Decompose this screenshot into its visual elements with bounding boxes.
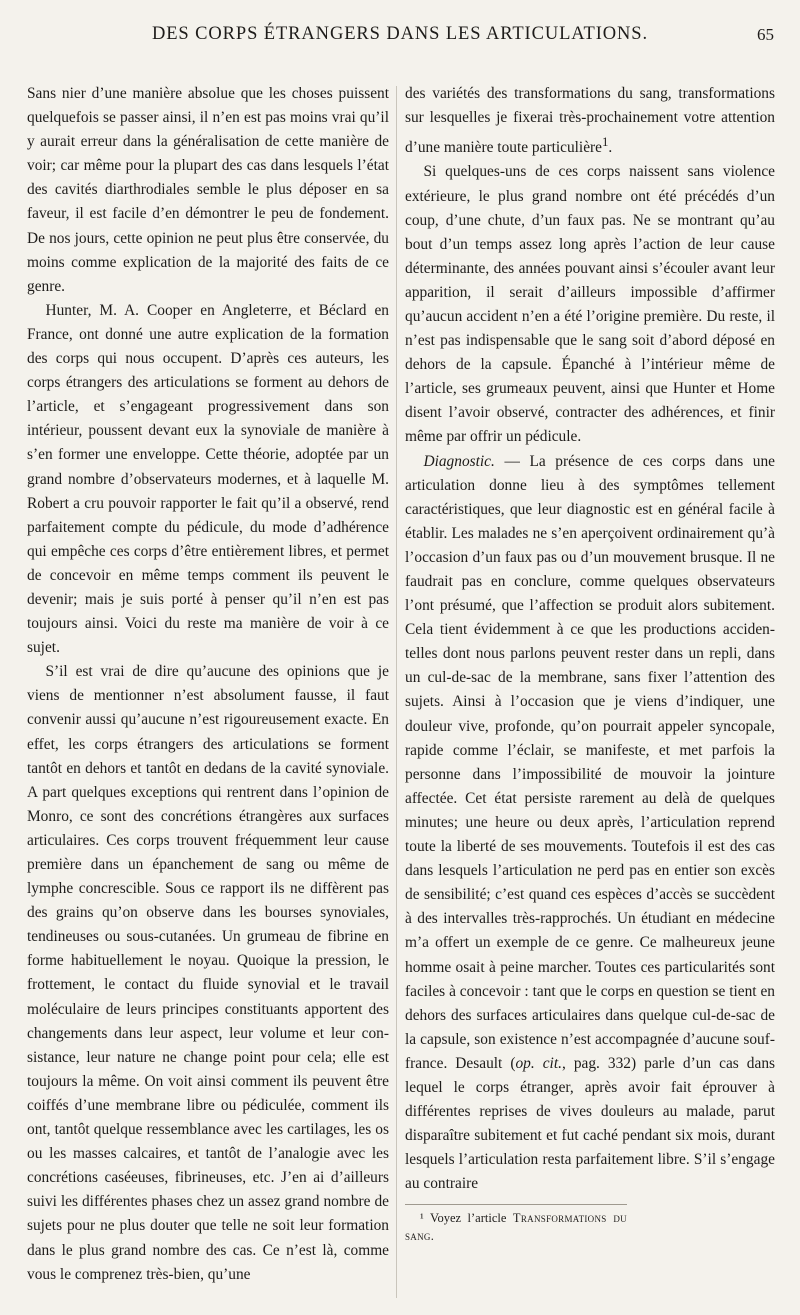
paragraph: Si quelques-uns de ces corps naissent sans violence extérieure, le plus grand nombre ont été précédés d’un coup, d’une chute, d’un faux pas. Ne se montrant qu’au bout d’un temps assez long après l’action de leur cause déterminante, des années pouvant ainsi s’écouler avant leur apparition, il serait d’ailleurs impossible d’affirmer qu’aucun accident n’en a été l’origine première. Du reste, il n’est pas indispensable que le sang soit d’abord déposé en dehors de la capsule. Épanché à l’intérieur même de l’article, ses grumeaux peuvent, ainsi que Hunter et Home disent l’avoir observé, contracter des adhérences, et finir même par offrir un pédicule. <box>405 163 775 446</box>
paragraph-text: des variétés des transformations du sang, transformations sur lesquelles je fixerai très-prochainement votre attention d’une manière toute particulière <box>405 85 775 157</box>
page-header <box>26 24 774 50</box>
paragraph <box>405 450 775 1197</box>
footnote-line <box>405 1209 627 1245</box>
footnote <box>405 1204 627 1245</box>
footnote-ref-title: Transformations du sang. <box>405 1211 627 1244</box>
paragraph-text: — La présence de ces corps dans une articulation donne lieu à des symptômes tellement caractéristiques, que leur diagnostic est en général facile à établir. Les malades ne s’en aperçoivent ordinairement qu’à l’occasion d’un faux pas ou d’un mouvement brusque. Il ne faudrait pas en conclure, comme quelques observateurs l’ont présumé, que l’affection se produit alors subitement. Cela tient évidemment à ce que les productions accidentelles dont nous parlons peuvent rester dans un repli, dans un cul-de-sac de la membrane, sans fixer l’attention des sujets. Ainsi à l’occasion que je viens d’indiquer, une douleur vive, profonde, qu’on pourrait appeler syncopale, rapide comme l’éclair, se manifeste, et met parfois la personne dans l’impossibilité de mouvoir la jointure affectée. Cet état persiste rarement au delà de quelques minutes; une heure ou deux après, l’articulation reprend toute la liberté de ses mouvements. Toutefois il est des cas dans lesquels l’articulation ne perd pas en entier son excès de sensibilité; c’est quand ces espèces d’accès se succèdent à des intervalles très-rapprochés. Un étudiant en médecine m’a offert un exemple de ce genre. Ce malheureux jeune homme osait à peine marcher. Toutes ces particularités sont faciles à concevoir : tant que le corps en question se tient en dehors des surfaces articulaires dans quelque cul-de-sac de la capsule, son existence n’est accompagnée d’aucune souffrance. Desault ( <box>405 452 775 1072</box>
footnote-ref: 1 <box>602 135 609 150</box>
paragraph-end: . <box>608 139 613 157</box>
citation: op. cit. <box>515 1054 562 1072</box>
footnote-text: Voyez l’article <box>423 1211 513 1226</box>
paragraph <box>405 82 775 160</box>
paragraph: S’il est vrai de dire qu’aucune des opinions que je viens de mentionner n’est absolument fausse, il faut convenir aussi qu’aucune n’est rigoureusement exacte. En effet, les corps étrangers des articulations se forment tantôt en dehors et tantôt en dedans de la cavité synoviale. A part quelques exceptions qui rentrent dans l’opinion de Monro, ce sont des concrétions étrangères aux surfaces articulaires. Ces corps trouvent fréquemment leur cause première dans un épanchement de sang ou même de lymphe concrescible. Sous ce rapport ils ne diffèrent pas des grains qu’on observe dans les bourses synoviales, tendineuses ou sous-cutanées. Un grumeau de fibrine en forme habituellement le noyau. Quoique la pression, le frottement, le contact du fluide synovial et le travail moléculaire de leurs principes constituants apportent des changements dans leur aspect, leur volume et leur consistance, leur nature ne change point pour cela; elle est toujours la même. On voit ainsi comment ils peuvent être coiffés d’une membrane libre ou pédiculée, comment ils ont, tantôt quelque ressemblance avec les cartilages, les os ou les masses calcaires, et tantôt de l’analogie avec les concrétions caséeuses, fibrineuses, etc. J’en ai d’ailleurs suivi les différentes phases chez un assez grand nombre de sujets pour ne plus douter que telle ne soit leur formation dans le plus grand nombre des cas. Ce n’est là, comme vous le comprenez très-bien, qu’une <box>27 663 389 1283</box>
column-divider <box>396 86 397 1298</box>
page-number: 65 <box>757 25 774 44</box>
running-head: DES CORPS ÉTRANGERS DANS LES ARTICULATIONS. <box>151 24 649 44</box>
footnote-marker: ¹ <box>420 1211 424 1226</box>
paragraph: Hunter, M. A. Cooper en Angleterre, et Béclard en France, ont donné une autre explication de la formation des corps qui nous occupent. D’après ces auteurs, les corps étrangers des articulations se forment au dehors de l’article, et s’engageant progressivement dans son intérieur, poussent devant eux la synoviale de manière à s’en former une enveloppe. Cette théorie, adoptée par un grand nombre d’observateurs modernes, et à laquelle M. Robert a cru pouvoir rapporter le fait qu’il a observé, rend parfaitement compte du pédicule, du mode d’adhérence qui empêche ces corps d’être entièrement libres, et permet de concevoir en même temps comment ils peuvent le devenir; mais je suis porté à penser qu’il n’en est pas toujours ainsi. Voici du reste ma manière de voir à ce sujet. <box>27 301 389 657</box>
paragraph: Sans nier d’une manière absolue que les choses puissent quelquefois se passer ainsi, il n’en est pas moins vrai qu’il y aurait erreur dans la généralisation de cette manière de voir; car même pour la plupart des cas dans lesquels l’état des cavités diarthrodiales semble le plus déposer en sa faveur, il est facile d’en démontrer le peu de fondement. De nos jours, cette opinion ne peut plus être conservée, du moins comme explication de la majorité des faits de ce genre. <box>27 85 389 295</box>
section-label: Diagnostic. <box>423 452 495 470</box>
right-column <box>405 82 775 1245</box>
paragraph-text: , pag. 332) parle d’un cas dans lequel le corps étranger, après avoir fait éprouver à différentes reprises de vives douleurs au malade, parut disparaître subitement et fut caché pendant six mois, durant lesquels l’articulation resta parfaitement libre. S’il s’engage au contraire <box>405 1054 775 1193</box>
left-column <box>27 82 389 1287</box>
